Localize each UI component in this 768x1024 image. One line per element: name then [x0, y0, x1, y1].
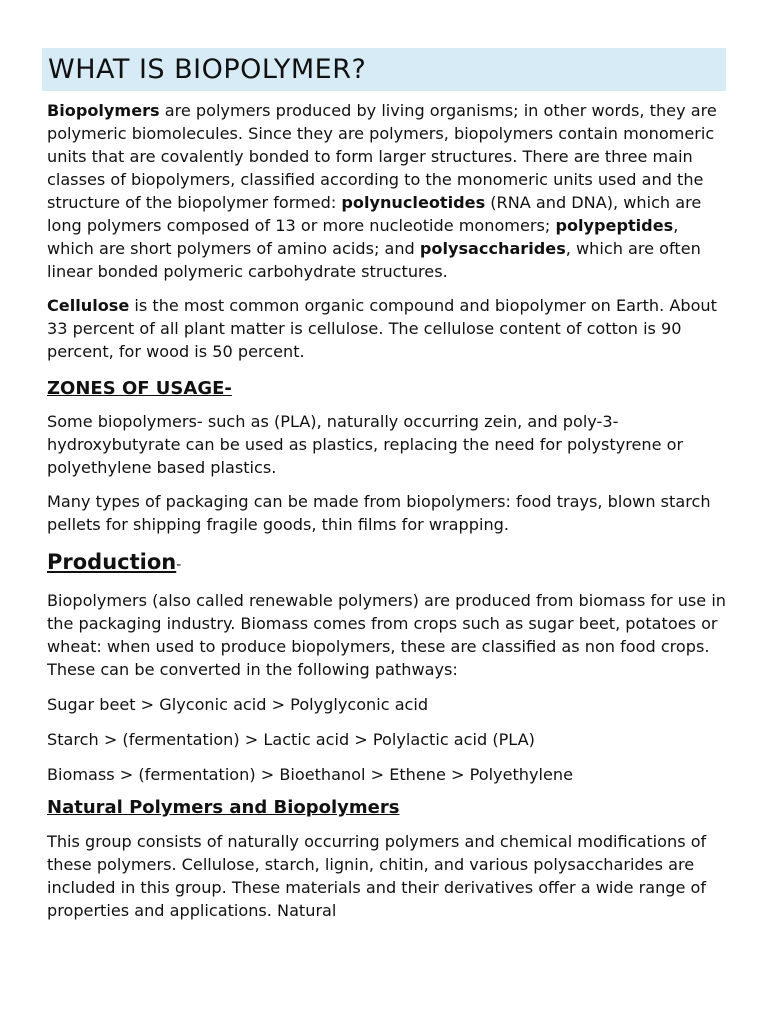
pathway-3: Biomass > (fermentation) > Bioethanol > Ethene > Polyethylene	[47, 765, 573, 784]
zones-paragraph-2: Many types of packaging can be made from biopolymers: food trays, blown starch pellets for shipping fragile goods, thin films for wrapping.	[47, 492, 711, 534]
natural-polymers-heading: Natural Polymers and Biopolymers	[47, 797, 400, 818]
pathway-2: Starch > (fermentation) > Lactic acid > Polylactic acid (PLA)	[47, 730, 535, 749]
zones-heading: ZONES OF USAGE-	[47, 378, 232, 399]
pathway-1: Sugar beet > Glyconic acid > Polyglyconic acid	[47, 695, 429, 714]
term-biopolymers: Biopolymers	[47, 101, 160, 120]
natural-polymers-paragraph: This group consists of naturally occurring polymers and chemical modifications of these polymers. Cellulose, starch, lignin, chitin, and various polysaccharides are included in this group. These materials and their derivatives offer a wide range of properties and applications. Natural	[47, 832, 707, 920]
term-polynucleotides: polynucleotides	[341, 193, 486, 212]
cellulose-text: is the most common organic compound and biopolymer on Earth. About 33 percent of all plant matter is cellulose. The cellulose content of cotton is 90 percent, for wood is 50 percent.	[47, 296, 717, 361]
intro-text-2: (RNA and DNA), which are long polymers composed of 13 or more nucleotide monomers;	[47, 193, 702, 235]
intro-text-3: , which are short polymers of amino acids; and	[47, 216, 679, 258]
production-heading	[47, 548, 727, 579]
term-cellulose: Cellulose	[47, 296, 130, 315]
production-heading-dash: -	[176, 557, 182, 573]
intro-text-4: , which are often linear bonded polymeric carbohydrate structures.	[47, 239, 701, 281]
intro-paragraph	[47, 99, 727, 283]
term-polypeptides: polypeptides	[555, 216, 674, 235]
term-polysaccharides: polysaccharides	[419, 239, 566, 258]
production-heading-text: Production	[47, 550, 177, 574]
page-title: WHAT IS BIOPOLYMER?	[48, 54, 367, 85]
document-body	[47, 99, 727, 922]
zones-paragraph-1: Some biopolymers- such as (PLA), naturally occurring zein, and poly-3-hydroxybutyrate can be used as plastics, replacing the need for polystyrene or polyethylene based plastics.	[47, 412, 684, 477]
title-banner	[42, 48, 726, 91]
intro-text-1: are polymers produced by living organisms; in other words, they are polymeric biomolecules. Since they are polymers, biopolymers contain monomeric units that are covalently bonded to form larger structures. There are three main classes of biopolymers, classified according to the monomeric units used and the structure of the biopolymer formed:	[47, 101, 717, 212]
cellulose-paragraph	[47, 294, 727, 363]
production-paragraph: Biopolymers (also called renewable polymers) are produced from biomass for use in the packaging industry. Biomass comes from crops such as sugar beet, potatoes or wheat: when used to produce biopolymers, these are classified as non food crops. These can be converted in the following pathways:	[47, 591, 726, 679]
